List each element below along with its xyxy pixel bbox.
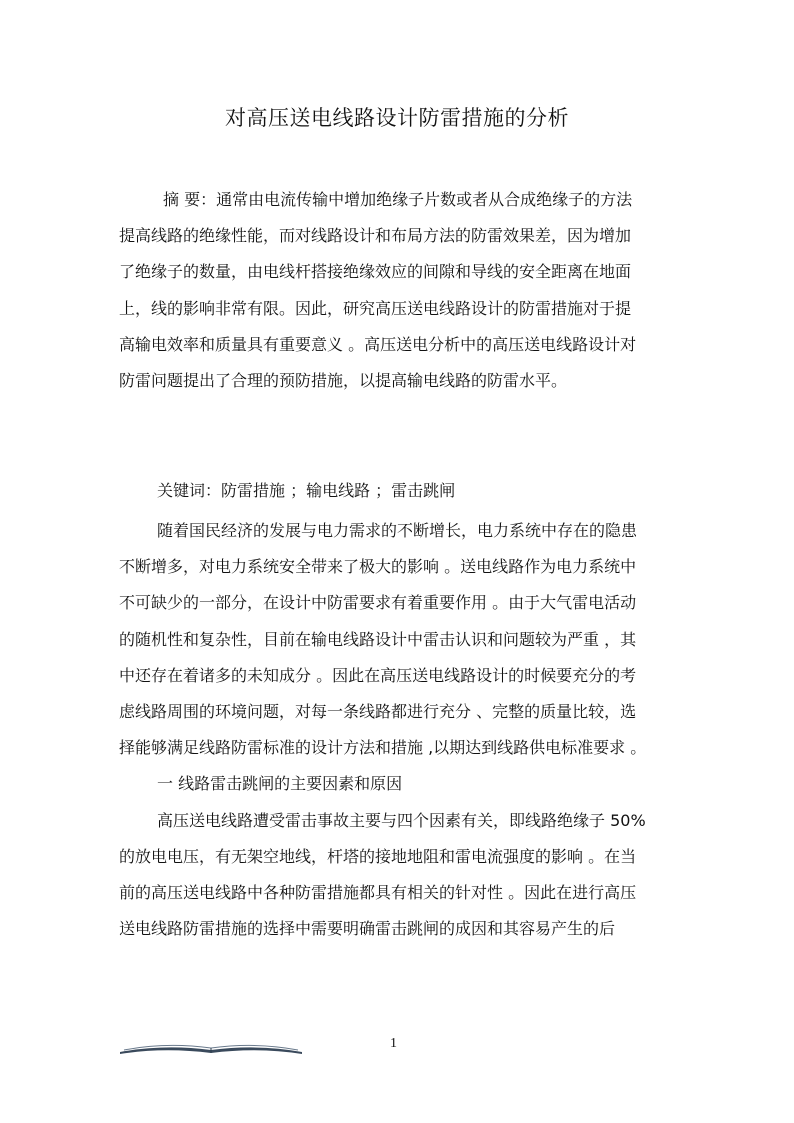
body-line: 虑线路周围的环境问题，对每一条线路都进行充分 、完整的质量比较，选 xyxy=(119,701,637,721)
section-heading: 一 线路雷击跳闸的主要因素和原因 xyxy=(157,774,403,794)
body-line: 不断增多，对电力系统安全带来了极大的影响 。送电线路作为电力系统中 xyxy=(119,557,637,577)
body-line: 前的高压送电线路中各种防雷措施都具有相关的针对性 。因此在进行高压 xyxy=(119,882,637,902)
document-title: 对高压送电线路设计防雷措施的分析 xyxy=(225,106,569,130)
body-line: 随着国民经济的发展与电力需求的不断增长，电力系统中存在的隐患 xyxy=(157,521,638,540)
abstract-line: 提高线路的绝缘性能，而对线路设计和布局方法的防雷效果差，因为增加 xyxy=(119,226,632,246)
body-section xyxy=(119,513,679,947)
page-number: 1 xyxy=(390,1036,397,1051)
body-line: 择能够满足线路防雷标准的设计方法和措施 ,以期达到线路供电标准要求 。 xyxy=(119,738,647,758)
body-line: 不可缺少的一部分，在设计中防雷要求有着重要作用 。由于大气雷电活动 xyxy=(119,593,637,613)
body-line: 中还存在着诸多的未知成分 。因此在高压送电线路设计的时候要充分的考 xyxy=(119,665,637,685)
abstract-line: 摘 要：通常由电流传输中增加绝缘子片数或者从合成绝缘子的方法 xyxy=(163,190,633,209)
keywords-line: 关键词：防雷措施 ；输电线路 ；雷击跳闸 xyxy=(157,481,456,500)
body-line: 的放电电压，有无架空地线，杆塔的接地地阻和雷电流强度的影响 。在当 xyxy=(119,846,637,866)
open-book-icon xyxy=(118,1042,304,1056)
abstract-line: 了绝缘子的数量，由电线杆搭接绝缘效应的间隙和导线的安全距离在地面 xyxy=(119,262,632,282)
abstract-section xyxy=(119,182,679,399)
abstract-line: 上，线的影响非常有限。因此，研究高压送电线路设计的防雷措施对于提 xyxy=(119,298,632,318)
keywords-section xyxy=(119,473,679,509)
body-line: 高压送电线路遭受雷击事故主要与四个因素有关，即线路绝缘子 50% xyxy=(157,810,646,830)
abstract-line: 防雷问题提出了合理的预防措施，以提高输电线路的防雷水平。 xyxy=(119,370,568,390)
body-line: 的随机性和复杂性，目前在输电线路设计中雷击认识和问题较为严重 ，其 xyxy=(119,629,637,649)
abstract-line: 高输电效率和质量具有重要意义 。高压送电分析中的高压送电线路设计对 xyxy=(119,334,637,354)
body-line: 送电线路防雷措施的选择中需要明确雷击跳闸的成因和其容易产生的后 xyxy=(119,919,616,939)
